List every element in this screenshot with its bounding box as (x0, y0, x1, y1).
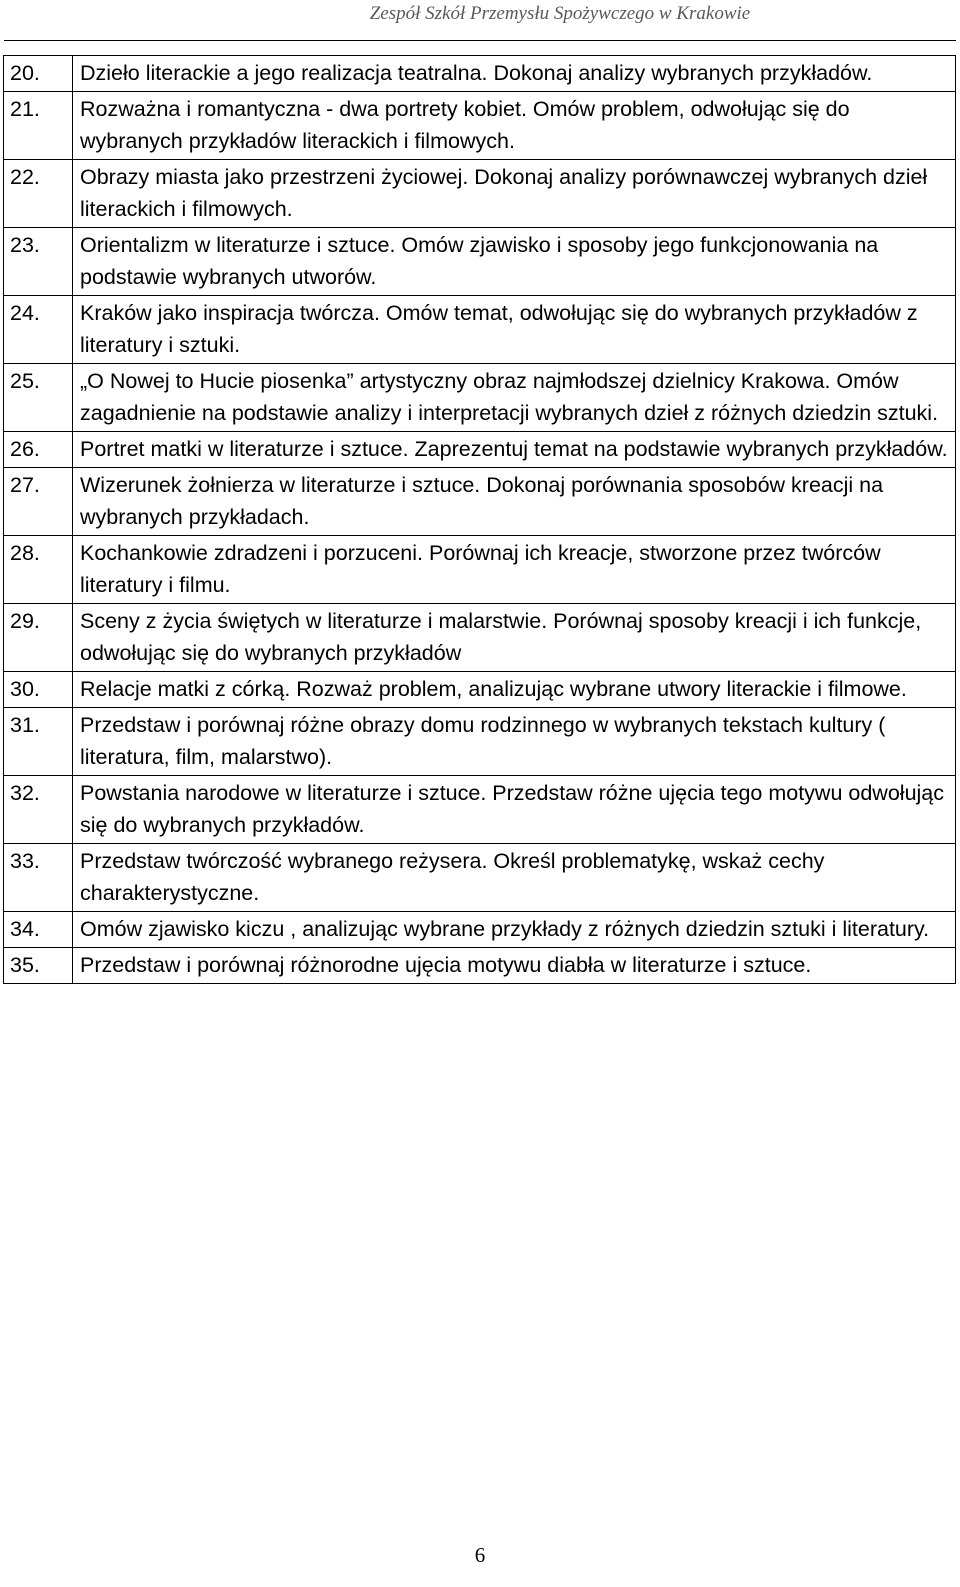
table-row (4, 432, 956, 468)
table-row (4, 844, 956, 912)
topic-text: Powstania narodowe w literaturze i sztuce. Przedstaw różne ujęcia tego motywu odwołując się do wybranych przykładów. (73, 776, 956, 844)
topic-number: 33. (4, 844, 73, 912)
topic-number: 29. (4, 604, 73, 672)
table-row (4, 56, 956, 92)
table-row (4, 672, 956, 708)
topic-number: 27. (4, 468, 73, 536)
topic-text: Sceny z życia świętych w literaturze i malarstwie. Porównaj sposoby kreacji i ich funkcje, odwołując się do wybranych przykładów (73, 604, 956, 672)
topic-number: 32. (4, 776, 73, 844)
topic-number: 28. (4, 536, 73, 604)
topic-text: „O Nowej to Hucie piosenka” artystyczny obraz najmłodszej dzielnicy Krakowa. Omów zagadnienie na podstawie analizy i interpretacji wybranych dzieł z różnych dziedzin sztuki. (73, 364, 956, 432)
topic-text: Rozważna i romantyczna - dwa portrety kobiet. Omów problem, odwołując się do wybranych przykładów literackich i filmowych. (73, 92, 956, 160)
page-footer (0, 1543, 960, 1568)
table-row (4, 708, 956, 776)
table-row (4, 776, 956, 844)
table-row (4, 92, 956, 160)
page-number: 6 (474, 1543, 486, 1567)
topic-text: Wizerunek żołnierza w literaturze i sztuce. Dokonaj porównania sposobów kreacji na wybranych przykładach. (73, 468, 956, 536)
topics-table-body (4, 56, 956, 984)
topic-number: 23. (4, 228, 73, 296)
table-row (4, 912, 956, 948)
page-header (0, 3, 960, 25)
table-row (4, 364, 956, 432)
topic-number: 22. (4, 160, 73, 228)
table-row (4, 948, 956, 984)
topic-text: Przedstaw i porównaj różne obrazy domu rodzinnego w wybranych tekstach kultury ( literatura, film, malarstwo). (73, 708, 956, 776)
table-row (4, 160, 956, 228)
table-row (4, 536, 956, 604)
topic-text: Przedstaw i porównaj różnorodne ujęcia motywu diabła w literaturze i sztuce. (73, 948, 956, 984)
topic-text: Orientalizm w literaturze i sztuce. Omów zjawisko i sposoby jego funkcjonowania na podstawie wybranych utworów. (73, 228, 956, 296)
topic-number: 20. (4, 56, 73, 92)
topic-number: 31. (4, 708, 73, 776)
topic-number: 26. (4, 432, 73, 468)
table-row (4, 468, 956, 536)
topic-number: 34. (4, 912, 73, 948)
topic-number: 21. (4, 92, 73, 160)
header-divider (4, 40, 956, 41)
school-name: Zespół Szkół Przemysłu Spożywczego w Krakowie (369, 3, 751, 24)
topic-text: Kraków jako inspiracja twórcza. Omów temat, odwołując się do wybranych przykładów z literatury i sztuki. (73, 296, 956, 364)
table-row (4, 228, 956, 296)
topic-text: Obrazy miasta jako przestrzeni życiowej. Dokonaj analizy porównawczej wybranych dzieł literackich i filmowych. (73, 160, 956, 228)
topic-number: 24. (4, 296, 73, 364)
topic-text: Przedstaw twórczość wybranego reżysera. Określ problematykę, wskaż cechy charakterystyczne. (73, 844, 956, 912)
topic-text: Dzieło literackie a jego realizacja teatralna. Dokonaj analizy wybranych przykładów. (73, 56, 956, 92)
topic-text: Portret matki w literaturze i sztuce. Zaprezentuj temat na podstawie wybranych przykładów. (73, 432, 956, 468)
table-row (4, 604, 956, 672)
topic-text: Omów zjawisko kiczu , analizując wybrane przykłady z różnych dziedzin sztuki i literatury. (73, 912, 956, 948)
table-row (4, 296, 956, 364)
topic-text: Kochankowie zdradzeni i porzuceni. Porównaj ich kreacje, stworzone przez twórców literatury i filmu. (73, 536, 956, 604)
topic-number: 35. (4, 948, 73, 984)
topic-text: Relacje matki z córką. Rozważ problem, analizując wybrane utwory literackie i filmowe. (73, 672, 956, 708)
topic-number: 30. (4, 672, 73, 708)
topics-table (3, 55, 956, 984)
topic-number: 25. (4, 364, 73, 432)
